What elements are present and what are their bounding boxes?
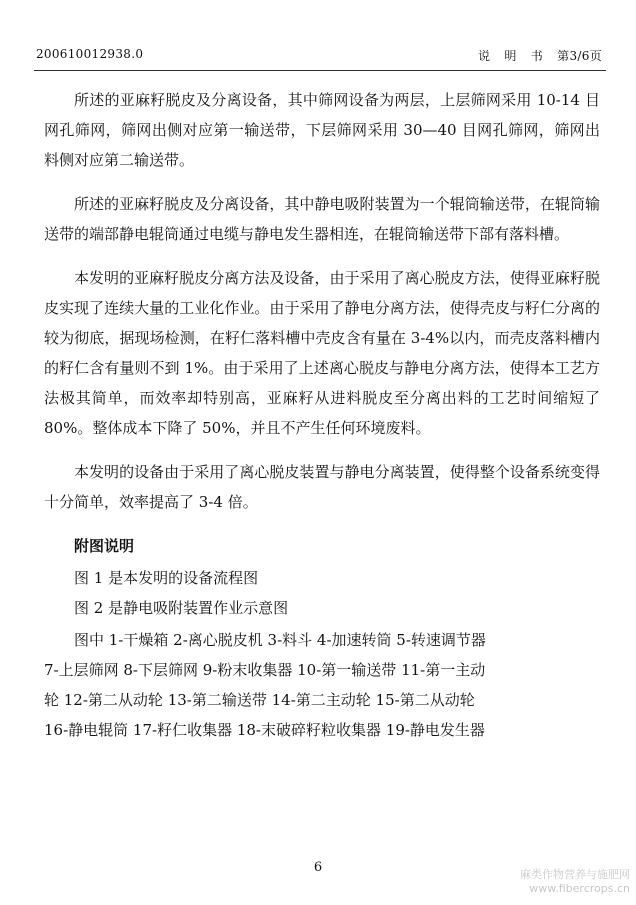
paragraph: 本发明的亚麻籽脱皮分离方法及设备，由于采用了离心脱皮方法，使得亚麻籽脱皮实现了连续大量的工业化作业。由于采用了静电分离方法，使得壳皮与籽仁分离的较为彻底，据现场检测，在籽仁落料槽中壳皮含有量在 3-4%以内，而壳皮落料槽内的籽仁含有量则不到 1%。由于采用了上述离心脱皮与静电分离方法，使得本工艺方法极其简单，而效率却特别高，亚麻籽从进料脱皮至分离出料的工艺时间缩短了 80%。整体成本下降了 50%，并且不产生任何环境废料。 <box>44 269 600 437</box>
legend-line: 7-上层筛网 8-下层筛网 9-粉末收集器 10-第一输送带 11-第一主动 <box>44 661 486 679</box>
watermark-url: www.fibercrops.cn <box>529 882 630 895</box>
doc-number: 200610012938.0 <box>36 47 144 61</box>
legend-line: 图中 1-干燥箱 2-离心脱皮机 3-料斗 4-加速转筒 5-转速调节器 <box>74 631 486 649</box>
header-divider <box>34 70 606 71</box>
figure-2-caption: 图 2 是静电吸附装置作业示意图 <box>74 599 289 617</box>
page-header-title: 说 明 书 第3/6页 <box>477 49 602 63</box>
body-text <box>44 85 600 745</box>
paragraph: 本发明的设备由于采用了离心脱皮装置与静电分离装置，使得整个设备系统变得十分简单，效率提高了 3-4 倍。 <box>44 463 600 511</box>
paragraph: 所述的亚麻籽脱皮及分离设备，其中筛网设备为两层，上层筛网采用 10-14 目网孔筛网，筛网出侧对应第一输送带，下层筛网采用 30—40 目网孔筛网，筛网出料侧对应第二输送带。 <box>44 91 600 169</box>
figure-1-caption: 图 1 是本发明的设备流程图 <box>74 569 259 587</box>
paragraph: 所述的亚麻籽脱皮及分离设备，其中静电吸附装置为一个辊筒输送带，在辊筒输送带的端部静电辊筒通过电缆与静电发生器相连，在辊筒输送带下部有落料槽。 <box>44 195 600 243</box>
legend-line: 16-静电辊筒 17-籽仁收集器 18-末破碎籽粒收集器 19-静电发生器 <box>44 721 485 739</box>
figure-section-heading: 附图说明 <box>74 537 135 555</box>
watermark-text: 麻类作物营养与施肥网 <box>520 868 630 881</box>
page-number: 6 <box>313 860 323 875</box>
legend-line: 轮 12-第二从动轮 13-第二输送带 14-第二主动轮 15-第二从动轮 <box>44 691 475 709</box>
